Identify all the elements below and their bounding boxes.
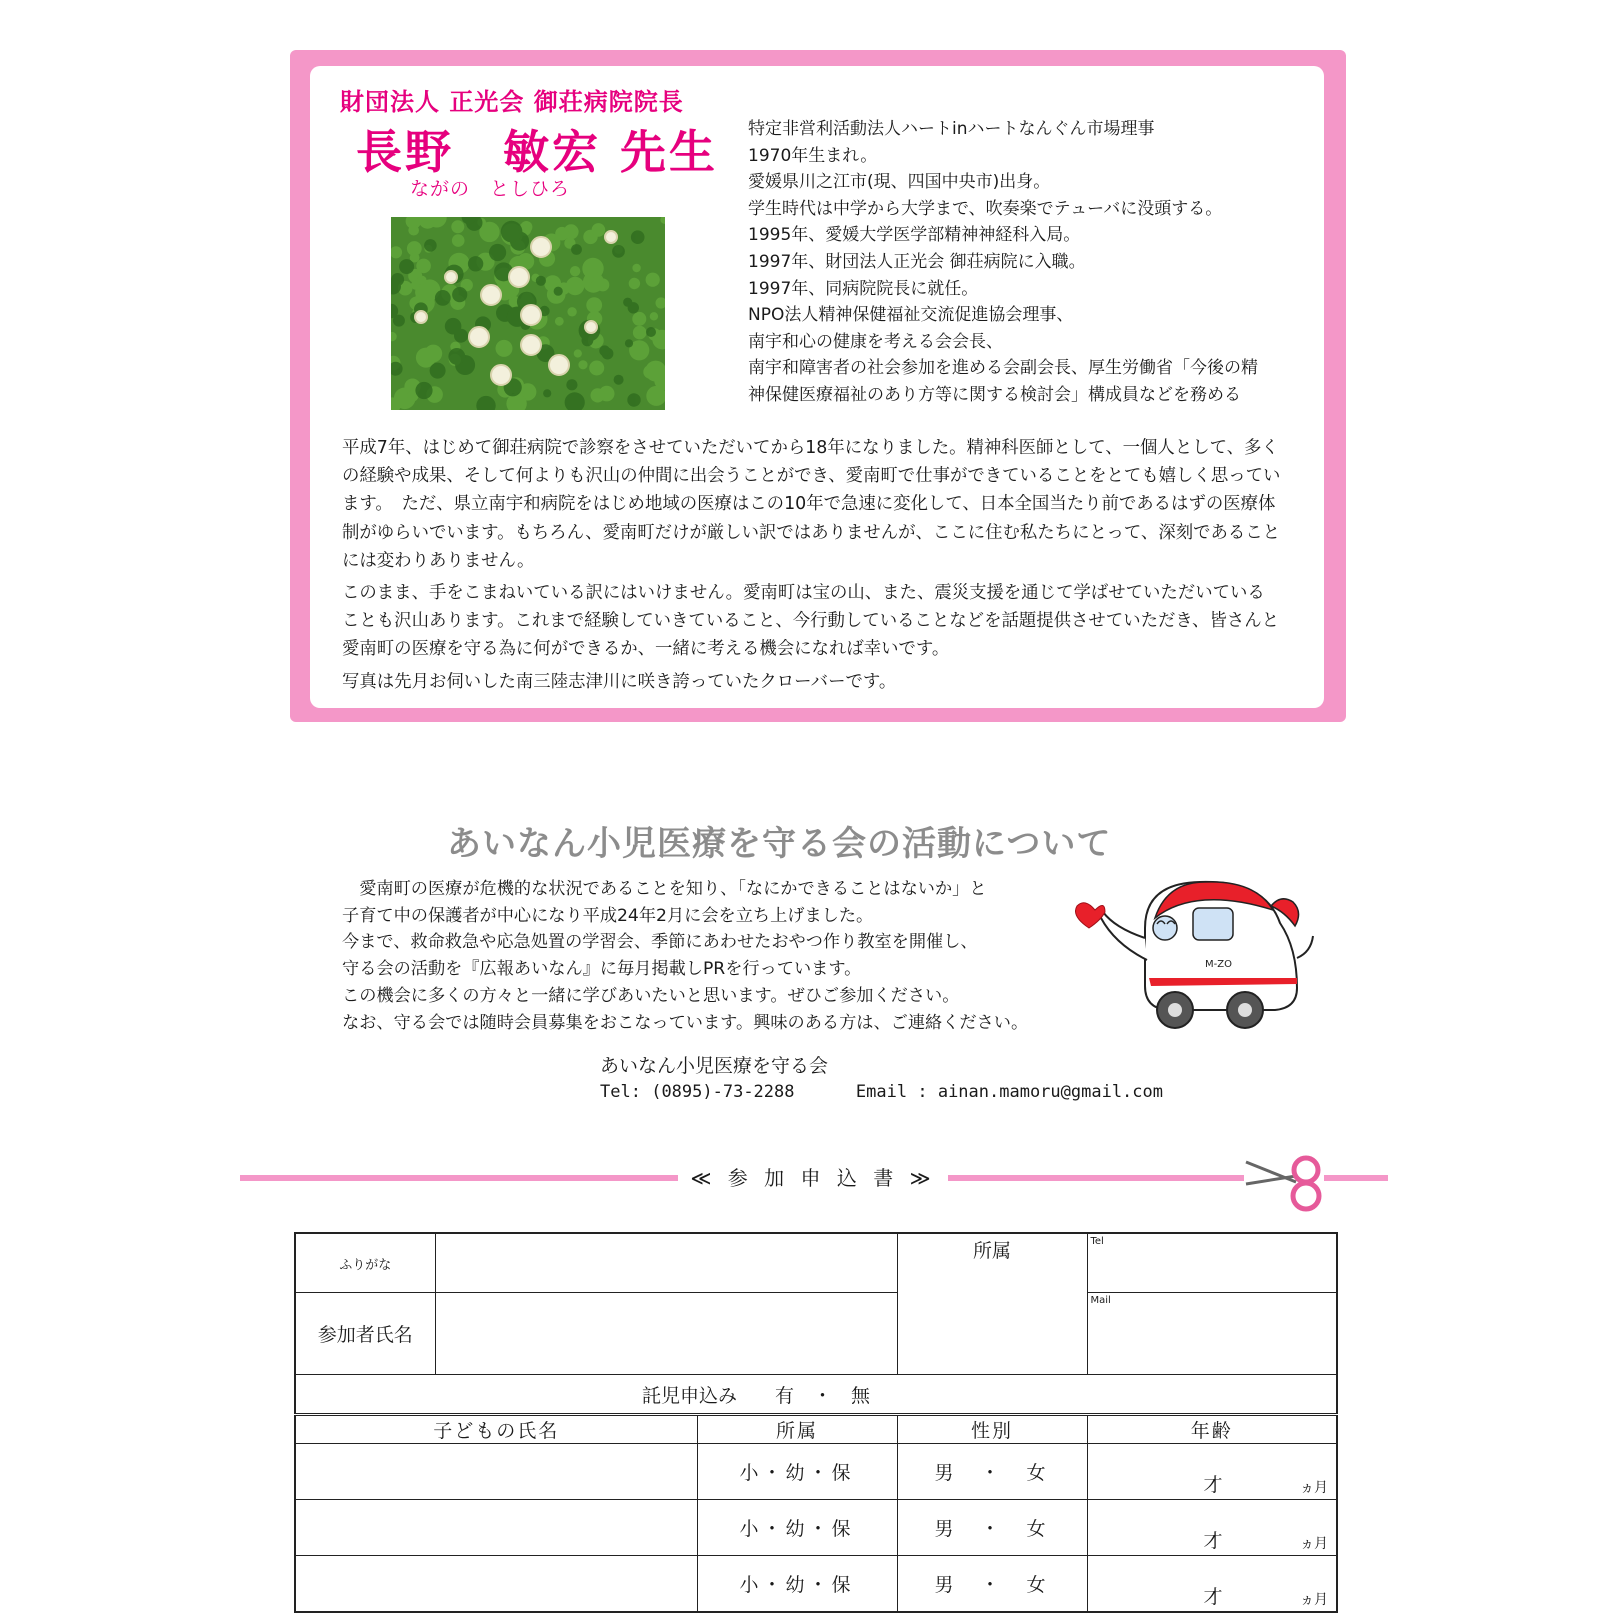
- message-paragraph: 平成7年、はじめて御荘病院で診察をさせていただいてから18年になりました。精神科医師として、一個人として、多くの経験や成果、そして何よりも沢山の仲間に出会うことができ、愛南町で仕事ができていることをとても嬉しく思っています。 ただ、県立南宇和病院をはじめ地域の医療はこの10年で急速に変化して、日本全国当たり前であるはずの医療体制がゆらいでいます。もちろん、愛南町だけが厳しい訳ではありませんが、ここに住む私たちにとって、深刻であることには変わりありません。: [342, 438, 1281, 571]
- message-paragraph: このまま、手をこまねいている訳にはいけません。愛南町は宝の山、また、震災支援を通じて学ばせていただいていることも沢山あります。これまで経験していきていること、今行動していることなどを話題提供させていただき、皆さんと愛南町の医療を守る為に何ができるか、一緒に考える機会になれば幸いです。: [342, 583, 1280, 660]
- child-name-header: 子どもの氏名: [295, 1415, 697, 1444]
- activities-line: 守る会の活動を『広報あいなん』に毎月掲載しPRを行っています。: [342, 959, 862, 980]
- childcare-request[interactable]: 託児申込み 有 ・ 無: [295, 1375, 1337, 1415]
- age-field[interactable]: [1087, 1444, 1337, 1500]
- mail-field-label: Mail: [1090, 1295, 1111, 1306]
- bio-line: 1997年、財団法人正光会 御荘病院に入職。: [748, 251, 1086, 272]
- speaker-name-reading: ながの としひろ: [410, 178, 571, 200]
- email-label: Email :: [855, 1082, 928, 1102]
- bio-line: 1997年、同病院院長に就任。: [748, 278, 979, 299]
- age-field[interactable]: [1087, 1500, 1337, 1556]
- tel-label: Tel:: [600, 1082, 641, 1102]
- participant-name-field[interactable]: [435, 1293, 897, 1375]
- school-options[interactable]: 小・幼・保: [697, 1556, 897, 1612]
- activities-line: なお、守る会では随時会員募集をおこなっています。興味のある方は、ご連絡ください。: [342, 1012, 1029, 1033]
- affiliation-field[interactable]: [897, 1233, 1087, 1375]
- mascot-label: M-ZO: [1205, 959, 1232, 970]
- speaker-card: [290, 50, 1346, 722]
- gender-options[interactable]: 男 ・ 女: [897, 1500, 1087, 1556]
- bio-line: 神保健医療福祉のあり方等に関する検討会」構成員などを務める: [748, 384, 1241, 405]
- age-field[interactable]: [1087, 1556, 1337, 1612]
- child-row: [295, 1556, 1337, 1612]
- activities-line: 子育て中の保護者が中心になり平成24年2月に会を立ち上げました。: [342, 905, 874, 926]
- activities-line: この機会に多くの方々と一緒に学びあいたいと思います。ぜひご参加ください。: [342, 985, 960, 1006]
- form-title: ≪ 参 加 申 込 書 ≫: [678, 1163, 948, 1193]
- age-months-label: ヵ月: [1300, 1536, 1328, 1552]
- message-paragraph: 写真は先月お伺いした南三陸志津川に咲き誇っていたクローバーです。: [342, 671, 897, 692]
- tel-field[interactable]: [1087, 1233, 1337, 1293]
- age-months-label: ヵ月: [1300, 1591, 1328, 1608]
- contact-details: [600, 1082, 1163, 1102]
- bio-line: 1995年、愛媛大学医学部精神神経科入局。: [748, 225, 1081, 246]
- speaker-organization: 財団法人 正光会 御荘病院院長: [340, 88, 684, 116]
- age-months-label: ヵ月: [1300, 1480, 1328, 1496]
- child-affiliation-header: 所属: [697, 1415, 897, 1444]
- age-years-label: 才: [1203, 1585, 1223, 1608]
- age-header: 年齢: [1087, 1415, 1337, 1444]
- activities-title: あいなん小児医療を守る会の活動について: [447, 824, 1112, 864]
- gender-options[interactable]: 男 ・ 女: [897, 1444, 1087, 1500]
- bio-line: 1970年生まれ。: [748, 145, 878, 166]
- bio-line: 愛媛県川之江市(現、四国中央市)出身。: [748, 172, 1051, 193]
- bio-line: 特定非営利活動法人ハートinハートなんぐん市場理事: [748, 119, 1155, 139]
- affiliation-label: 所属: [972, 1240, 1011, 1262]
- speaker-name: 長野 敏宏 先生: [356, 125, 719, 179]
- child-row: [295, 1500, 1337, 1556]
- activities-line: 愛南町の医療が危機的な状況であることを知り、「なにかできることはないか」と: [342, 879, 987, 899]
- clover-photo: [391, 217, 665, 410]
- gender-options[interactable]: 男 ・ 女: [897, 1556, 1087, 1612]
- application-form: [294, 1232, 1338, 1613]
- child-name-field[interactable]: [295, 1444, 697, 1500]
- ambulance-mascot-icon: [1075, 868, 1323, 1038]
- participant-name-label: 参加者氏名: [295, 1293, 435, 1375]
- school-options[interactable]: 小・幼・保: [697, 1444, 897, 1500]
- mail-field[interactable]: [1087, 1293, 1337, 1375]
- child-row: [295, 1444, 1337, 1500]
- gender-header: 性別: [897, 1415, 1087, 1444]
- child-name-field[interactable]: [295, 1500, 697, 1556]
- speaker-bio: [748, 116, 1318, 409]
- age-years-label: 才: [1203, 1474, 1223, 1496]
- scissors-icon: [1244, 1152, 1324, 1214]
- speaker-message: [342, 434, 1282, 696]
- contact-organization: あいなん小児医療を守る会: [600, 1055, 829, 1077]
- activities-line: 今まで、救命救急や応急処置の学習会、季節にあわせたおやつ作り教室を開催し、: [342, 932, 978, 953]
- email-address[interactable]: ainan.mamoru@gmail.com: [937, 1082, 1163, 1102]
- bio-line: 学生時代は中学から大学まで、吹奏楽でテューバに没頭する。: [748, 198, 1223, 219]
- tel-field-label: Tel: [1090, 1236, 1104, 1247]
- child-name-field[interactable]: [295, 1556, 697, 1612]
- furigana-field[interactable]: [435, 1233, 897, 1293]
- bio-line: 南宇和障害者の社会参加を進める会副会長、厚生労働省「今後の精: [748, 358, 1258, 379]
- activities-text: [342, 876, 1082, 1036]
- tel-number: (0895)-73-2288: [651, 1082, 795, 1102]
- age-years-label: 才: [1203, 1530, 1223, 1552]
- speaker-card-body: [310, 66, 1324, 708]
- bio-line: NPO法人精神保健福祉交流促進協会理事、: [748, 305, 1074, 326]
- bio-line: 南宇和心の健康を考える会会長、: [748, 331, 1003, 352]
- clover-photo-image: [391, 217, 665, 410]
- school-options[interactable]: 小・幼・保: [697, 1500, 897, 1556]
- furigana-label: ふりがな: [295, 1233, 435, 1293]
